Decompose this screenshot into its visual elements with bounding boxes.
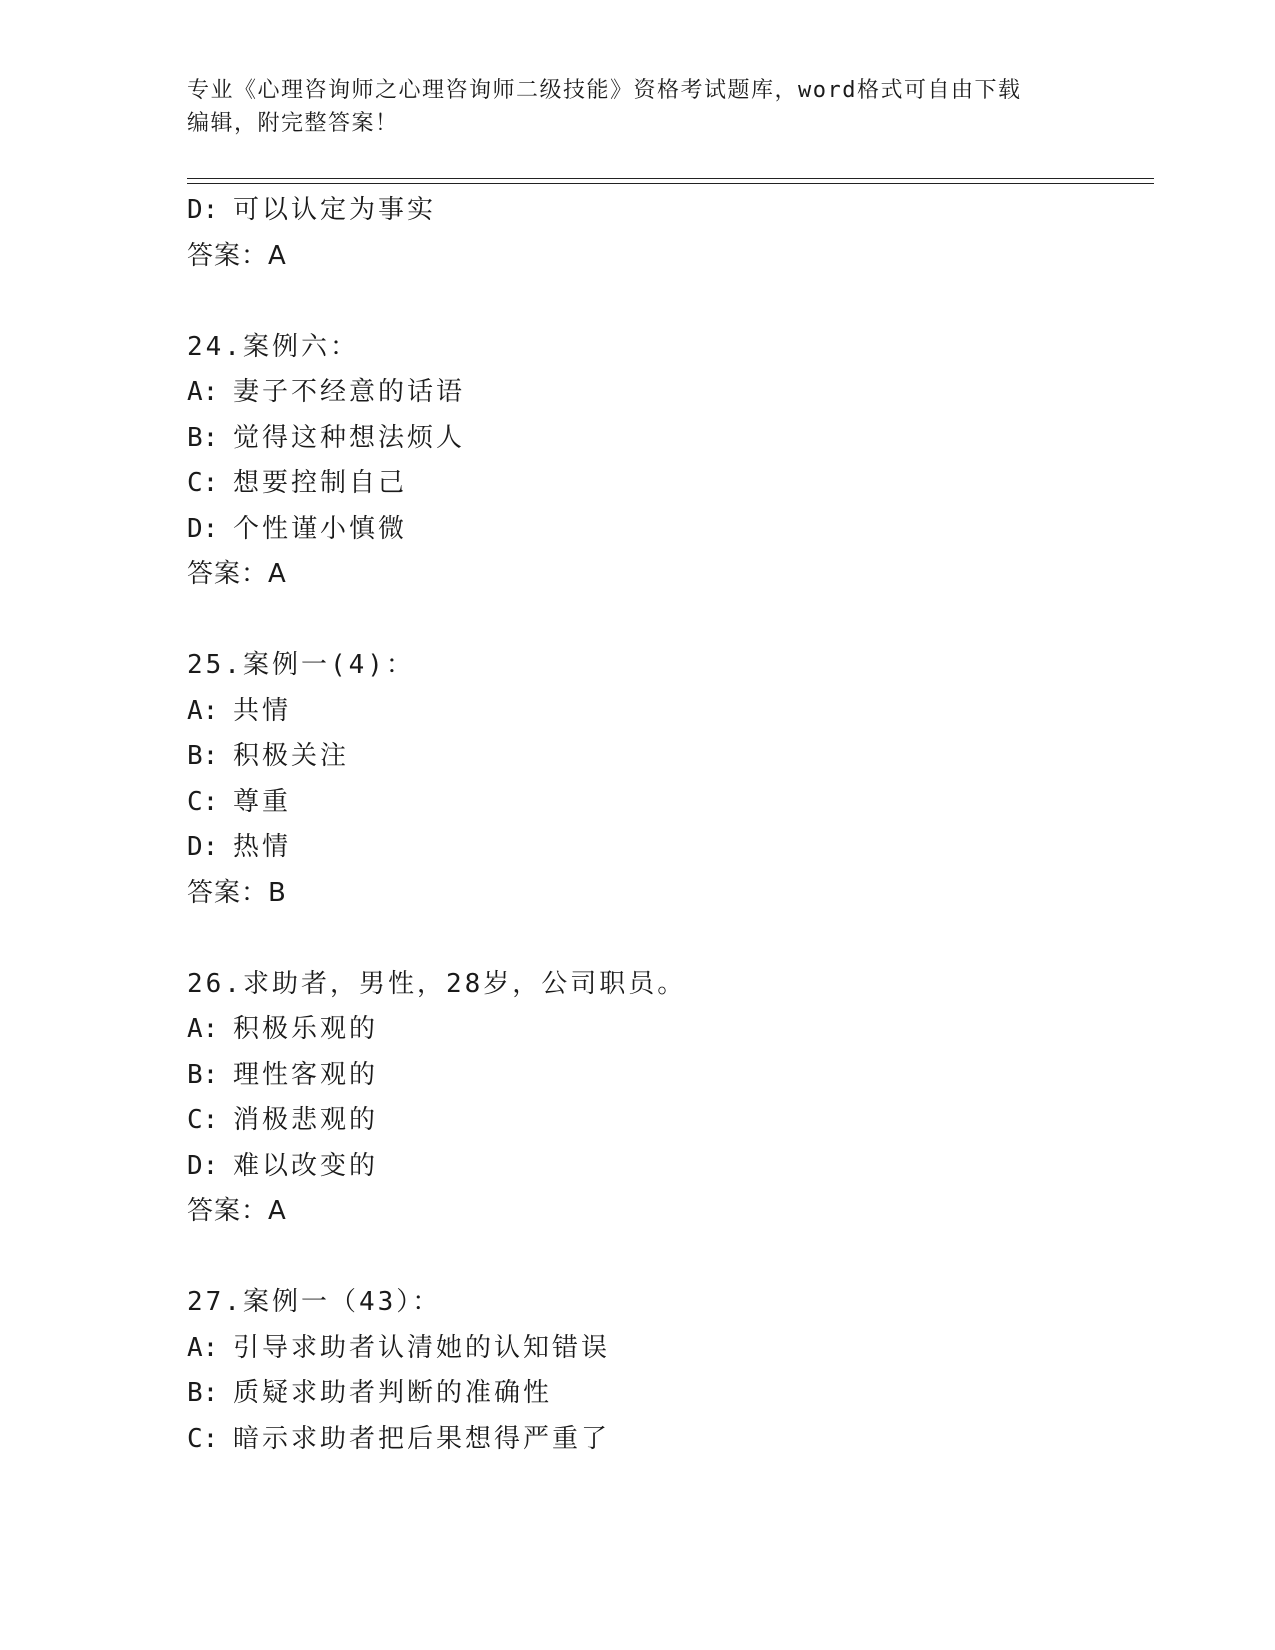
- option-label: B:: [187, 422, 219, 453]
- option-row: [187, 416, 1147, 462]
- option-text: 想要控制自己: [233, 468, 408, 498]
- option-row: [187, 780, 1147, 826]
- question-list: [187, 188, 1147, 1462]
- question-stem: 26.求助者，男性，28岁，公司职员。: [187, 968, 687, 999]
- option-row: [187, 689, 1147, 735]
- header-line-1: 专业《心理咨询师之心理咨询师二级技能》资格考试题库，word格式可自由下载: [187, 78, 1022, 103]
- option-row: [187, 1144, 1147, 1190]
- option-text: 觉得这种想法烦人: [233, 422, 466, 453]
- answer-line: 答案：A: [187, 559, 287, 589]
- header-line-2: 编辑，附完整答案！: [187, 111, 399, 136]
- option-label: A:: [187, 695, 219, 726]
- spacer: [187, 598, 1147, 644]
- option-label: C:: [187, 468, 219, 498]
- option-text: 理性客观的: [233, 1059, 379, 1090]
- header-divider-top: [187, 178, 1154, 179]
- option-row: [187, 1007, 1147, 1053]
- answer-line: 答案：A: [187, 1196, 287, 1226]
- option-label: B:: [187, 1059, 219, 1090]
- question-stem: 25.案例一(4)：: [187, 650, 415, 680]
- header-divider-bottom: [187, 183, 1154, 184]
- option-row: [187, 370, 1147, 416]
- option-row: [187, 507, 1147, 553]
- option-row: [187, 1098, 1147, 1144]
- option-label: B:: [187, 1378, 219, 1408]
- option-text: 可以认定为事实: [233, 195, 437, 225]
- option-label: A:: [187, 377, 219, 407]
- option-row: [187, 1053, 1147, 1099]
- option-text: 热情: [233, 832, 292, 862]
- option-row: [187, 1417, 1147, 1463]
- option-text: 质疑求助者判断的准确性: [233, 1378, 553, 1408]
- option-row: [187, 825, 1147, 871]
- option-row: [187, 461, 1147, 507]
- option-text: 暗示求助者把后果想得严重了: [233, 1423, 611, 1454]
- option-label: C:: [187, 1423, 219, 1454]
- option-text: 积极乐观的: [233, 1014, 379, 1044]
- option-text: 妻子不经意的话语: [233, 377, 466, 407]
- spacer: [187, 279, 1147, 325]
- answer-line: 答案：A: [187, 240, 287, 271]
- option-text: 积极关注: [233, 741, 350, 771]
- question-stem: 24.案例六：: [187, 331, 359, 362]
- option-label: A:: [187, 1014, 219, 1044]
- answer-line: 答案：B: [187, 877, 287, 908]
- option-row: [187, 188, 1147, 234]
- option-text: 消极悲观的: [233, 1105, 379, 1135]
- option-text: 共情: [233, 695, 292, 726]
- spacer: [187, 916, 1147, 962]
- option-label: D:: [187, 513, 219, 544]
- option-row: [187, 1326, 1147, 1372]
- option-row: [187, 734, 1147, 780]
- option-label: C:: [187, 1105, 219, 1135]
- option-text: 难以改变的: [233, 1150, 379, 1181]
- option-text: 尊重: [233, 786, 292, 817]
- question-stem: 27.案例一（43）：: [187, 1287, 442, 1317]
- option-text: 个性谨小慎微: [233, 513, 408, 544]
- option-text: 引导求助者认清她的认知错误: [233, 1332, 611, 1363]
- option-label: D:: [187, 832, 219, 862]
- option-label: D:: [187, 1150, 219, 1181]
- spacer: [187, 1235, 1147, 1281]
- option-label: C:: [187, 786, 219, 817]
- option-label: A:: [187, 1332, 219, 1363]
- option-label: D:: [187, 195, 219, 225]
- option-row: [187, 1371, 1147, 1417]
- document-header: [187, 74, 1087, 140]
- option-label: B:: [187, 741, 219, 771]
